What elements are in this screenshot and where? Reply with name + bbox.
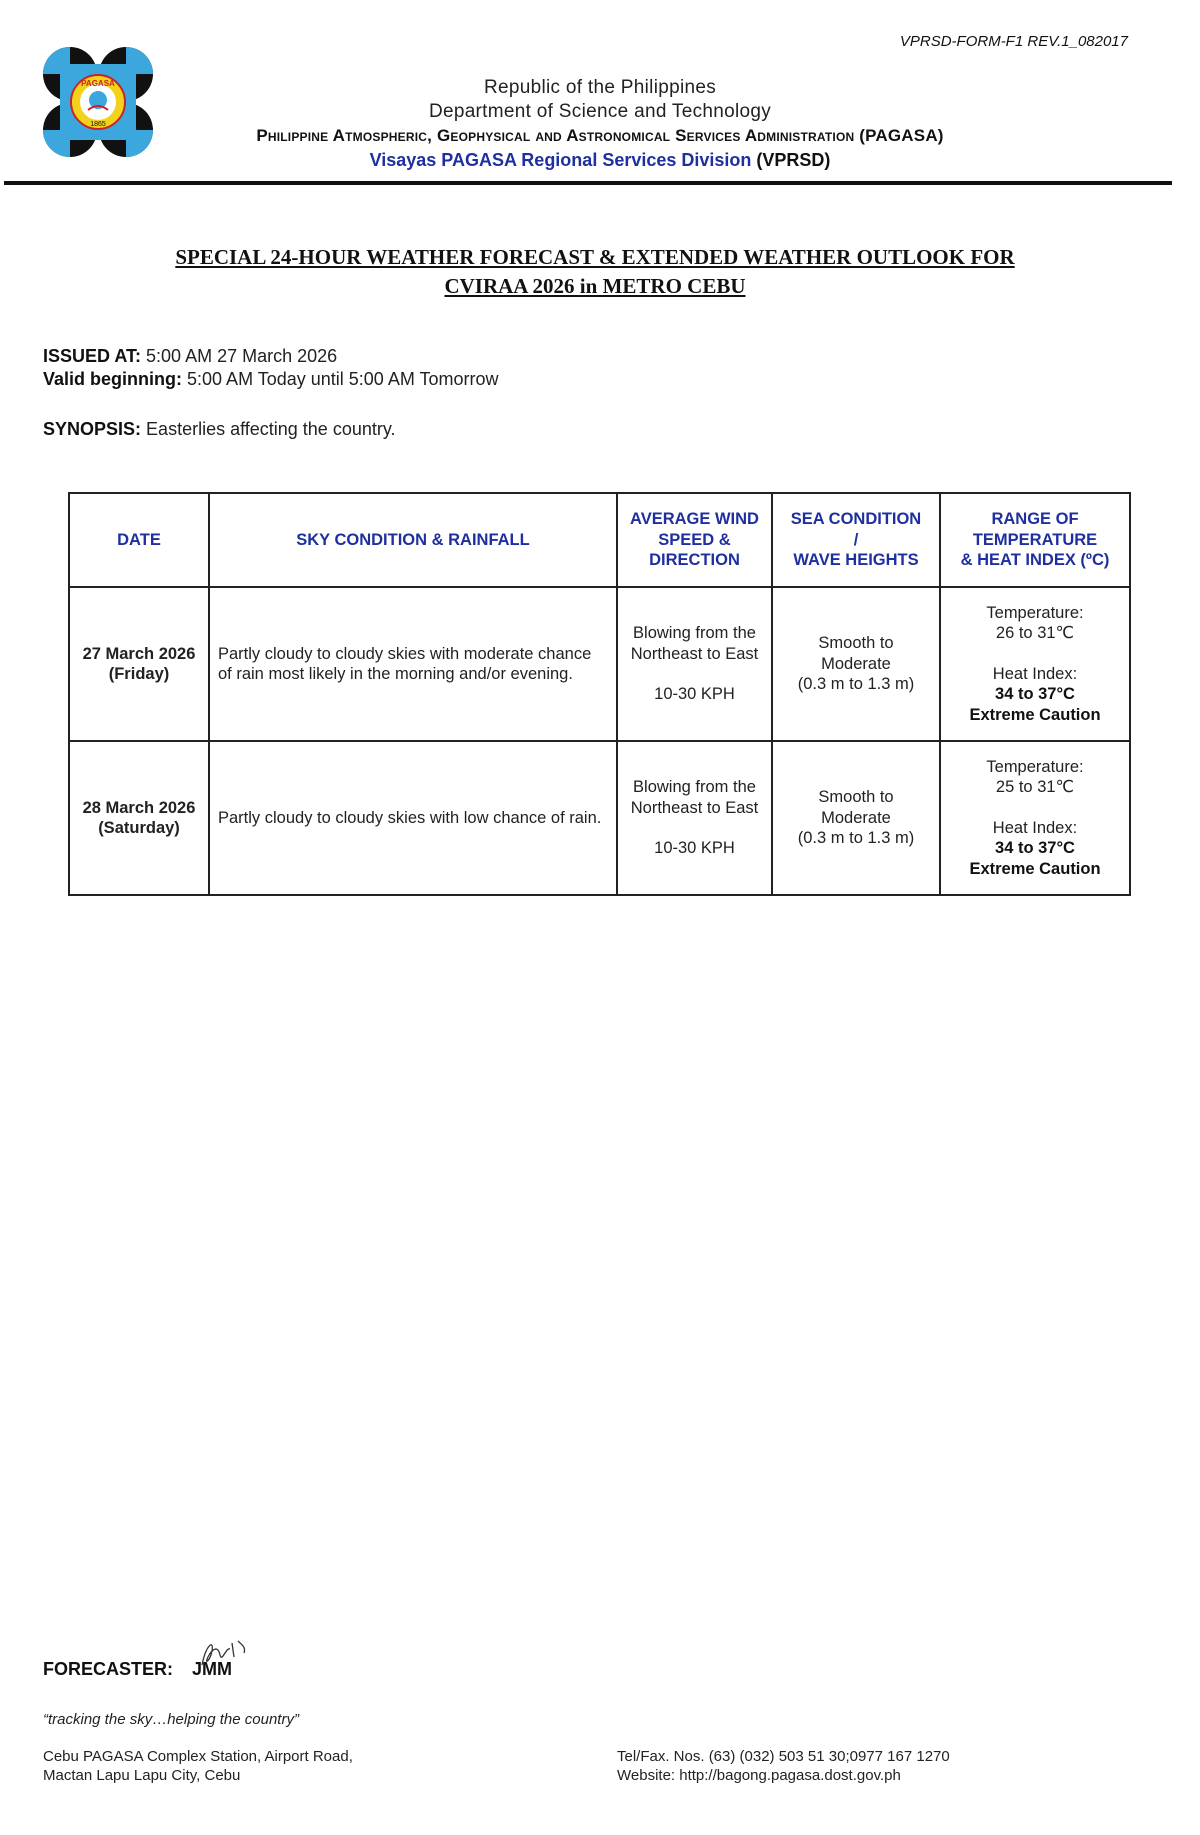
row-sky: Partly cloudy to cloudy skies with moderate chance of rain most likely in the morning and/or evening.: [209, 587, 617, 741]
heat-index-label: Heat Index:: [992, 664, 1078, 683]
heat-index-label: Heat Index:: [992, 818, 1078, 837]
row-temp: [940, 587, 1130, 741]
header-division-abbr: (VPRSD): [756, 150, 831, 170]
issued-label: ISSUED AT:: [43, 346, 142, 366]
form-code: VPRSD-FORM-F1 REV.1_082017: [899, 33, 1128, 50]
address-line: Cebu PAGASA Complex Station, Airport Road,: [43, 1748, 353, 1765]
issued-value: 5:00 AM 27 March 2026: [146, 346, 338, 366]
header-wind-line: SPEED &: [658, 530, 731, 549]
header-temp-line: TEMPERATURE: [972, 530, 1098, 549]
header-sea-line: SEA CONDITION: [790, 510, 922, 529]
header-republic: Republic of the Philippines: [483, 77, 717, 98]
header-temp: [940, 493, 1130, 587]
header-agency: Philippine Atmospheric, Geophysical and Astronomical Services Administration (PAGASA): [256, 126, 944, 145]
forecast-table: [68, 492, 1131, 896]
header-date: DATE: [69, 493, 209, 587]
document-title: [60, 243, 1130, 301]
issued-at: [43, 345, 337, 368]
wind-direction-line: Blowing from the: [633, 778, 756, 797]
row-temp: [940, 741, 1130, 895]
day-value: (Friday): [108, 665, 170, 683]
header-divider: [4, 181, 1172, 185]
header-wind-line: DIRECTION: [649, 551, 740, 570]
sea-line: (0.3 m to 1.3 m): [797, 675, 915, 694]
header-sea-line: /: [853, 530, 859, 549]
heat-index-value: 34 to 37°C: [995, 839, 1075, 858]
sea-line: Moderate: [821, 654, 891, 673]
agency-header: [150, 76, 1050, 172]
row-sky: Partly cloudy to cloudy skies with low chance of rain.: [209, 741, 617, 895]
title-line-2: CVIRAA 2026 in METRO CEBU: [444, 274, 746, 298]
forecaster-label: FORECASTER:: [43, 1659, 173, 1679]
header-department: Department of Science and Technology: [428, 101, 772, 122]
row-sea: [772, 741, 940, 895]
pagasa-logo: [40, 44, 156, 160]
heat-index-class: Extreme Caution: [969, 859, 1101, 878]
wind-speed: 10-30 KPH: [654, 685, 735, 704]
valid-label: Valid beginning:: [43, 369, 182, 389]
station-address: [43, 1747, 353, 1785]
temp-value: 25 to 31℃: [995, 778, 1075, 797]
valid-value: 5:00 AM Today until 5:00 AM Tomorrow: [187, 369, 499, 389]
day-value: (Saturday): [98, 819, 180, 837]
logo-year: 1865: [90, 121, 106, 128]
address-line: Mactan Lapu Lapu City, Cebu: [43, 1767, 241, 1784]
forecaster-name: JMM: [192, 1659, 233, 1679]
row-date: [69, 587, 209, 741]
table-row: [69, 741, 1130, 895]
heat-index-value: 34 to 37°C: [995, 685, 1075, 704]
header-wind-line: AVERAGE WIND: [630, 510, 759, 529]
row-sea: [772, 587, 940, 741]
wind-direction-line: Blowing from the: [633, 624, 756, 643]
temp-label: Temperature:: [986, 603, 1084, 622]
row-wind: [617, 587, 772, 741]
synopsis: [43, 418, 396, 441]
synopsis-label: SYNOPSIS:: [43, 419, 142, 439]
header-temp-line: RANGE OF: [991, 510, 1079, 529]
heat-index-class: Extreme Caution: [969, 705, 1101, 724]
wind-direction-line: Northeast to East: [630, 644, 759, 663]
valid-period: [43, 368, 499, 391]
row-wind: [617, 741, 772, 895]
header-sea-line: WAVE HEIGHTS: [793, 551, 919, 570]
header-division-name: Visayas PAGASA Regional Services Division: [369, 150, 752, 170]
synopsis-value: Easterlies affecting the country.: [146, 419, 396, 439]
title-line-1: SPECIAL 24-HOUR WEATHER FORECAST & EXTENDED WEATHER OUTLOOK FOR: [175, 245, 1015, 269]
header-sky: SKY CONDITION & RAINFALL: [209, 493, 617, 587]
temp-label: Temperature:: [986, 757, 1084, 776]
forecaster: [43, 1659, 232, 1680]
header-division: [150, 148, 1050, 172]
header-sea: [772, 493, 940, 587]
contact-info: [617, 1747, 950, 1785]
tagline: “tracking the sky…helping the country”: [43, 1711, 299, 1728]
header-wind: [617, 493, 772, 587]
temp-value: 26 to 31℃: [995, 624, 1075, 643]
sea-line: Smooth to: [818, 634, 894, 653]
header-temp-line: & HEAT INDEX (ºC): [960, 551, 1110, 570]
logo-text-top: PAGASA: [81, 79, 115, 88]
row-date: [69, 741, 209, 895]
table-row: [69, 587, 1130, 741]
wind-direction-line: Northeast to East: [630, 798, 759, 817]
sea-line: Smooth to: [818, 788, 894, 807]
date-value: 28 March 2026: [82, 798, 196, 817]
wind-speed: 10-30 KPH: [654, 839, 735, 858]
table-header-row: [69, 493, 1130, 587]
sea-line: (0.3 m to 1.3 m): [797, 829, 915, 848]
contact-website: Website: http://bagong.pagasa.dost.gov.ph: [617, 1767, 901, 1784]
date-value: 27 March 2026: [82, 644, 196, 663]
contact-phone: Tel/Fax. Nos. (63) (032) 503 51 30;0977 167 1270: [617, 1748, 950, 1765]
sea-line: Moderate: [821, 808, 891, 827]
